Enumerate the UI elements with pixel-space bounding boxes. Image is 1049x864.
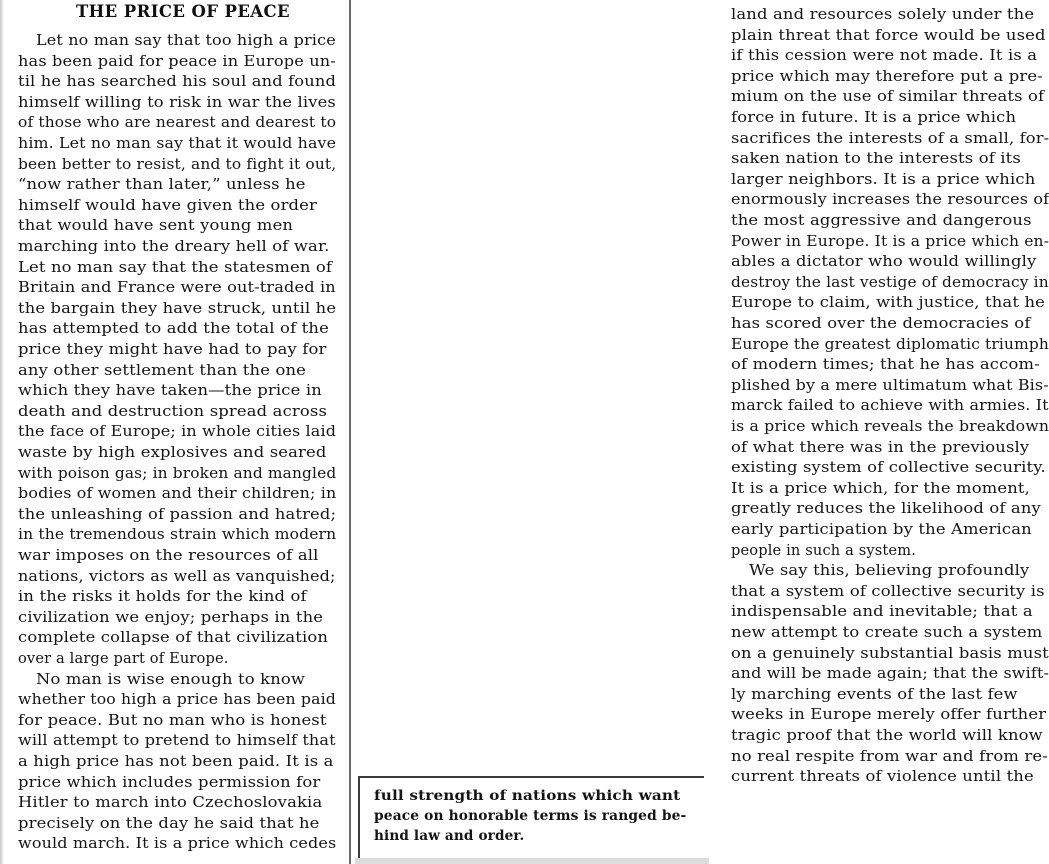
article-title: THE PRICE OF PEACE: [76, 2, 291, 21]
right-text-line: force in future. It is a price which: [731, 109, 1017, 126]
left-text-line: been better to resist, and to fight it out,: [18, 155, 337, 173]
left-text-line: has been paid for peace in Europe un-: [18, 52, 336, 70]
left-text-line: price they might have had to pay for: [18, 341, 327, 358]
left-text-line: Let no man say that the statesmen of: [18, 258, 333, 276]
left-text-line: whether too high a price has been paid: [18, 691, 336, 709]
right-text-line: no real respite from war and from re-: [731, 747, 1048, 765]
footnote-text-line: peace on honorable terms is ranged be-: [374, 808, 687, 824]
left-text-line: which they have taken—the price in: [18, 382, 322, 400]
left-text-line: over a large part of Europe.: [18, 650, 229, 667]
left-text-line: himself willing to risk in war the lives: [18, 93, 336, 111]
left-text-line: himself would have given the order: [18, 196, 318, 214]
right-text-line: existing system of collective security.: [731, 459, 1046, 477]
right-text-line: is a price which reveals the breakdown: [731, 418, 1049, 435]
right-text-line: greatly reduces the likelihood of any: [731, 500, 1041, 518]
left-text-line: in the risks it holds for the kind of: [18, 588, 307, 606]
right-text-line: has scored over the democracies of: [731, 315, 1031, 332]
left-text-line: nations, victors as well as vanquished;: [18, 567, 336, 585]
right-text-line: land and resources solely under the: [731, 6, 1035, 23]
left-text-line: a high price has not been paid. It is a: [18, 753, 334, 770]
left-text-line: bodies of women and their children; in: [18, 485, 337, 503]
right-text-line: plished by a mere ultimatum what Bis-: [731, 376, 1049, 394]
right-text-line: of what there was in the previously: [731, 438, 1030, 456]
right-column: [356, 0, 1049, 864]
right-text-line: current threats of violence until the: [731, 768, 1034, 786]
right-text-line: people in such a system.: [731, 541, 916, 559]
right-text-line: plain threat that force would be used: [731, 26, 1046, 44]
right-text-line: new attempt to create such a system: [731, 624, 1043, 641]
left-text-line: Let no man say that too high a price: [36, 32, 336, 49]
left-text-line: with poison gas; in broken and mangled: [18, 464, 337, 482]
left-text-line: the face of Europe; in whole cities laid: [18, 423, 337, 441]
left-text-line: that would have sent young men: [18, 217, 294, 235]
left-text-line: the bargain they have struck, until he: [18, 299, 337, 317]
right-text-line: destroy the last vestige of democracy in: [731, 273, 1049, 291]
right-text-line: early participation by the American: [731, 521, 1032, 538]
left-text-line: No man is wise enough to know: [36, 670, 306, 688]
left-text-line: has attempted to add the total of the: [18, 320, 329, 338]
right-text-line: It is a price which, for the moment,: [731, 479, 1031, 497]
right-text-line: ables a dictator who would willingly: [731, 253, 1037, 271]
left-text-line: waste by high explosives and seared: [18, 444, 327, 461]
left-text-line: civilization we enjoy; perhaps in the: [18, 608, 324, 626]
right-text-line: sacrifices the interests of a small, for-: [731, 129, 1049, 147]
right-text-line: price which may therefore put a pre-: [731, 67, 1043, 85]
left-text-line: price which includes permission for: [18, 773, 321, 791]
left-text-line: will attempt to pretend to himself that: [18, 732, 336, 750]
left-text-line: Britain and France were out-traded in: [18, 279, 336, 297]
right-text-line: Power in Europe. It is a price which en-: [731, 232, 1049, 250]
right-text-line: on a genuinely substantial basis must: [731, 644, 1049, 662]
right-text-line: of modern times; that he has accom-: [731, 356, 1040, 374]
left-text-line: death and destruction spread across: [18, 402, 327, 420]
right-text-line: indispensable and inevitable; that a: [731, 603, 1033, 621]
left-text-line: would march. It is a price which cedes: [18, 835, 337, 853]
footnote-text-line: full strength of nations which want: [374, 788, 681, 804]
right-text-line: that a system of collective security is: [731, 582, 1045, 600]
right-text-line: Europe the greatest diplomatic triumph: [731, 335, 1049, 353]
left-text-line: til he has searched his soul and found: [18, 73, 337, 91]
left-text-line: of those who are nearest and dearest to: [18, 114, 337, 132]
right-text-line: and will be made again; that the swift-: [731, 665, 1049, 683]
right-text-line: tragic proof that the world will know: [731, 727, 1043, 744]
left-text-line: precisely on the day he said that he: [18, 814, 320, 832]
left-text-line: “now rather than later,” unless he: [18, 176, 306, 194]
right-text-line: enormously increases the resources of: [731, 191, 1049, 209]
right-text-line: mium on the use of similar threats of: [731, 88, 1045, 106]
left-text-line: war imposes on the resources of all: [18, 547, 319, 564]
right-text-line: We say this, believing profoundly: [749, 562, 1030, 580]
left-text-line: the unleashing of passion and hatred;: [18, 505, 337, 523]
left-text-line: for peace. But no man who is honest: [18, 711, 327, 729]
right-text-line: marck failed to achieve with armies. It: [731, 397, 1049, 415]
right-text-line: Europe to claim, with justice, that he: [731, 294, 1046, 312]
left-column: [0, 0, 347, 864]
left-text-line: him. Let no man say that it would have: [18, 135, 337, 152]
right-text-line: ly marching events of the last few: [731, 685, 1018, 703]
right-text-line: the most aggressive and dangerous: [731, 212, 1032, 229]
left-text-line: in the tremendous strain which modern: [18, 526, 337, 544]
left-text-line: complete collapse of that civilization: [18, 629, 329, 647]
left-text-line: Hitler to march into Czechoslovakia: [18, 794, 323, 812]
right-text-line: larger neighbors. It is a price which: [731, 170, 1036, 188]
left-text-line: any other settlement than the one: [18, 361, 306, 379]
right-text-line: weeks in Europe merely offer further: [731, 706, 1047, 724]
right-text-line: saken nation to the interests of its: [731, 150, 1021, 168]
footnote-shadow: [355, 858, 709, 864]
left-text-line: marching into the dreary hell of war.: [18, 238, 330, 255]
right-text-line: if this cession were not made. It is a: [731, 47, 1038, 65]
footnote-text-line: hind law and order.: [374, 828, 525, 844]
column-rule: [349, 0, 351, 864]
